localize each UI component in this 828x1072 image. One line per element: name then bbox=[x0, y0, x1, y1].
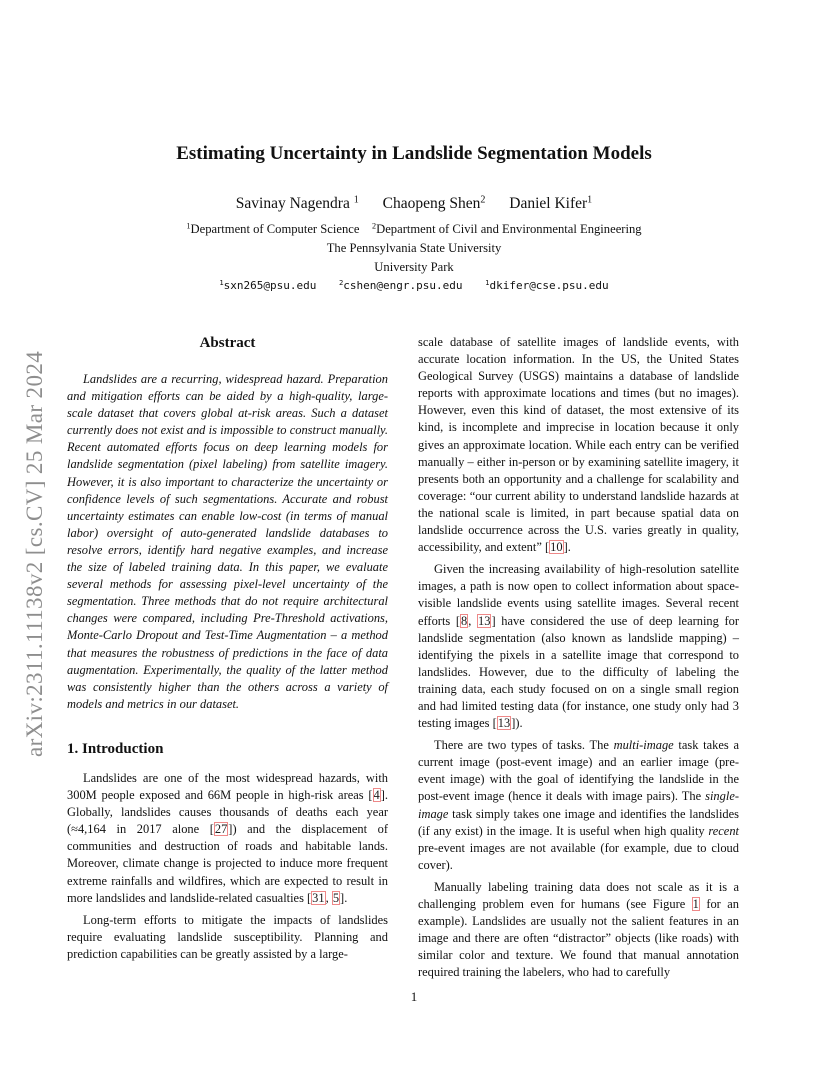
paper-title: Estimating Uncertainty in Landslide Segmentation Models bbox=[176, 143, 652, 164]
author-name: Chaopeng Shen$^2$ bbox=[382, 194, 486, 212]
author-name: Savinay Nagendra $^1$ bbox=[235, 194, 359, 212]
abstract-body bbox=[67, 371, 388, 713]
email-link: $^1$dkifer@cse.psu.edu bbox=[485, 278, 609, 292]
email-link: $^1$sxn265@psu.edu bbox=[219, 278, 317, 292]
section-heading-introduction: 1. Introduction bbox=[67, 741, 164, 757]
right-column bbox=[418, 334, 739, 981]
paragraph: Manually labeling training data does not scale as it is a challenging problem even for humans (see Figure 1 for an example). Landslides are usually not the salient features in an image and there are often “distractor” objects (like roads) with similar color and texture. We found that manual annotation required training the labelers, who had to carefully bbox=[418, 879, 739, 980]
citation-link[interactable]: 13 bbox=[478, 613, 491, 628]
affiliation-departments: $^1$Department of Computer Science $^2$Department of Civil and Environmental Engineering bbox=[186, 221, 642, 236]
citation-link[interactable]: 13 bbox=[497, 716, 511, 731]
page-number: 1 bbox=[410, 989, 418, 1004]
author-emails bbox=[0, 277, 828, 295]
paragraph: Landslides are one of the most widespread hazards, with 300M people exposed and 66M people in high-risk areas [4]. Globally, landslides causes thousands of deaths each year (≈4,164 in 2017 alone [27]) and the displacement of communities and destruction of roads and habitable lands. Moreover, climate change is projected to induce more frequent extreme rainfalls and wildfires, which are expected to result in more landslides and landslide-related casualties [31, 5]. bbox=[67, 771, 388, 905]
paragraph: Given the increasing availability of high-resolution satellite images, a path is now open to collect information about space-visible landslide events using satellite images. Several recent efforts [8, 13] have considered the use of deep learning for landslide segmentation (also known as landslide mapping) – identifying the pixels in a satellite image that correspond to landslides. However, due to the difficulty of labeling the training data, each study focused on on a single small region and had limited testing data (for instance, one study only had 3 testing images [13]). bbox=[418, 562, 739, 731]
author-list bbox=[0, 194, 828, 214]
paragraph: scale database of satellite images of landslide events, with accurate location information. In the US, the United States Geological Survey (USGS) maintains a database of landslide reports with approximate locations and times (but no images). However, even this kind of dataset, the most extensive of its kind, is incomplete and imprecise in location because it only gives an approximate location. While each entry can be verified manually – either in-person or by examining satellite imagery, it presents both an opportunity and a challenge for scalability and coverage: “our current ability to understand landslide hazards at the national scale is limited, in part because spatial data on landslide occurrence across the U.S. varies greatly in quality, accessibility, and extent” [10]. bbox=[418, 335, 739, 555]
paragraph: There are two types of tasks. The multi-image task takes a current image (post-event image) and an earlier image (pre-event image) with the goal of identifying the landslide in the post-event image (hence it deals with image pairs). The single-image task simply takes one image and identifies the landslides (if any exist) in the image. It is useful when high quality recent pre-event images are not available (for example, due to cloud cover). bbox=[418, 738, 739, 872]
email-link: $^2$cshen@engr.psu.edu bbox=[338, 278, 463, 292]
citation-link[interactable]: 5 bbox=[332, 890, 340, 905]
citation-link[interactable]: 31 bbox=[312, 890, 325, 905]
arxiv-identifier: arXiv:2311.11138v2 [cs.CV] 25 Mar 2024 bbox=[22, 350, 47, 757]
abstract-heading: Abstract bbox=[199, 335, 256, 351]
citation-link[interactable]: 4 bbox=[373, 788, 380, 803]
paragraph: Long-term efforts to mitigate the impacts of landslides require evaluating landslide susceptibility. Planning and prediction capabilities can be greatly assisted by a large- bbox=[67, 912, 388, 961]
figure-reference-link[interactable]: 1 bbox=[692, 897, 699, 911]
citation-link[interactable]: 8 bbox=[461, 613, 468, 628]
affiliation-location: University Park bbox=[374, 260, 454, 274]
citation-link[interactable]: 27 bbox=[214, 822, 228, 837]
introduction-body bbox=[67, 770, 388, 963]
author-name: Daniel Kifer$^1$ bbox=[509, 194, 593, 212]
citation-link[interactable]: 10 bbox=[550, 540, 563, 555]
abstract-paragraph: Landslides are a recurring, widespread hazard. Preparation and mitigation efforts can be aided by a high-quality, large-scale dataset that covers global at-risk areas. Such a dataset currently does not exist and is impossible to construct manually. Recent automated efforts focus on deep learning models for landslide segmentation (pixel labeling) from satellite imagery. However, it is also important to characterize the uncertainty or confidence levels of such segmentations. Accurate and robust uncertainty estimates can enable low-cost (in terms of manual labor) oversight of auto-generated landslide databases to resolve errors, identify hard negative examples, and increase the size of labeled training data. In this paper, we evaluate several methods for assessing pixel-level uncertainty of the segmentation. Three methods that do not require architectural changes were compared, including Pre-Threshold activations, Monte-Carlo Dropout and Test-Time Augmentation – a method that measures the robustness of predictions in the face of data augmentation. Experimentally, the quality of the latter method was consistently higher than the others across a variety of models and metrics in our dataset. bbox=[67, 372, 388, 711]
affiliation-university: The Pennsylvania State University bbox=[326, 241, 502, 255]
